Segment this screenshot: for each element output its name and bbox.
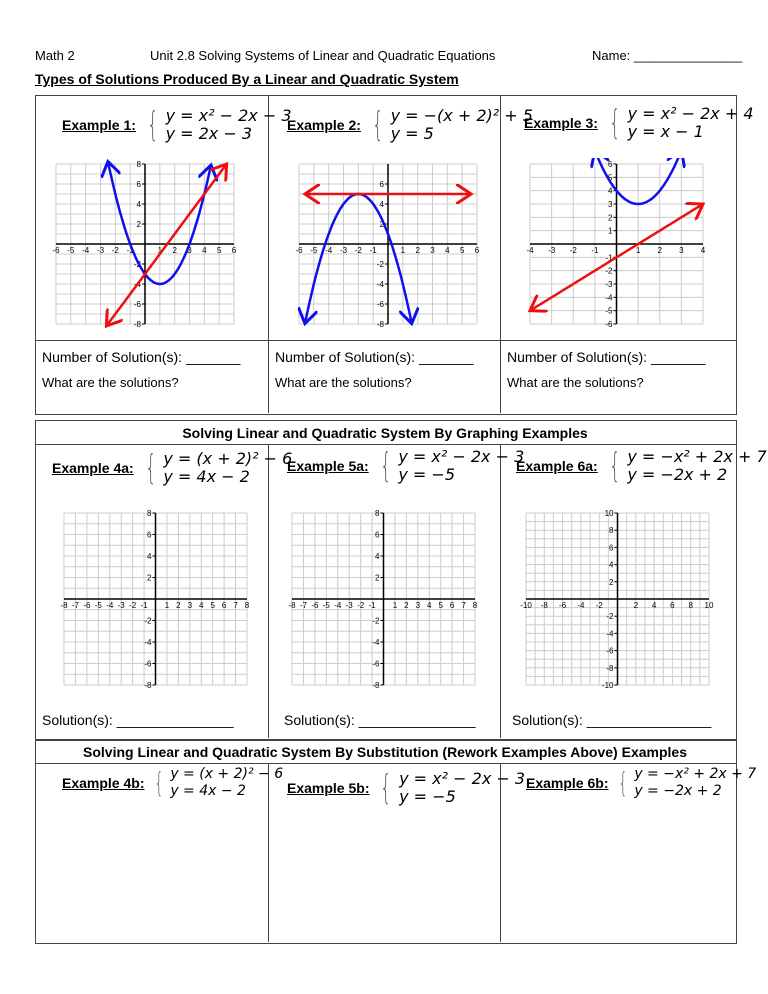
y-tick-label: -4 bbox=[605, 293, 613, 303]
equation: y = −(x + 2)² + 5 bbox=[390, 105, 533, 125]
x-tick-label: -2 bbox=[569, 246, 577, 255]
x-tick-label: 8 bbox=[244, 601, 250, 610]
y-tick-label: -2 bbox=[606, 612, 614, 622]
x-tick-label: -5 bbox=[322, 601, 330, 610]
x-tick-label: 8 bbox=[472, 601, 478, 610]
y-tick-label: -8 bbox=[606, 663, 614, 673]
x-tick-label: -10 bbox=[520, 601, 532, 610]
equation: y = x² − 2x + 4 bbox=[627, 103, 754, 123]
y-tick-label: -2 bbox=[133, 260, 141, 269]
solution-field-5a[interactable]: Solution(s): _______________ bbox=[284, 712, 476, 728]
x-tick-label: 3 bbox=[415, 601, 421, 610]
y-tick-label: -3 bbox=[605, 280, 613, 289]
example-5b: Example 5b: { y = x² − 2x − 3 y = −5 bbox=[287, 768, 526, 808]
y-tick-label: 4 bbox=[375, 552, 380, 561]
equation: y = x² − 2x − 3 bbox=[399, 768, 526, 788]
x-tick-label: -8 bbox=[60, 601, 68, 610]
x-tick-label: -6 bbox=[83, 601, 91, 610]
course-label: Math 2 bbox=[35, 48, 75, 63]
y-tick-label: 4 bbox=[609, 560, 614, 570]
x-tick-label: -3 bbox=[96, 246, 105, 255]
x-tick-label: -3 bbox=[548, 246, 556, 255]
x-tick-label: -3 bbox=[345, 601, 353, 610]
y-tick-label: -6 bbox=[376, 300, 384, 309]
y-tick-label: -1 bbox=[605, 253, 613, 263]
y-tick-label: -2 bbox=[376, 260, 384, 269]
equation: y = 4x − 2 bbox=[170, 782, 246, 799]
x-tick-label: -8 bbox=[288, 601, 296, 610]
section2-title: Solving Linear and Quadratic System By Graphing Examples bbox=[182, 425, 588, 441]
y-tick-label: 6 bbox=[608, 160, 613, 169]
example-6b: Example 6b: { y = −x² + 2x + 7 y = −2x + 2 bbox=[526, 766, 757, 799]
example-label: Example 4b: bbox=[62, 774, 145, 791]
y-tick-label: -2 bbox=[372, 616, 380, 626]
x-tick-label: -1 bbox=[126, 246, 134, 255]
y-tick-label: -4 bbox=[144, 638, 152, 647]
x-tick-label: 6 bbox=[221, 601, 227, 610]
graph-example-6a[interactable] bbox=[520, 507, 715, 691]
number-of-solutions-1[interactable]: Number of Solution(s): _______ bbox=[42, 349, 241, 365]
solutions-prompt-2: What are the solutions? bbox=[275, 375, 412, 390]
y-tick-label: 6 bbox=[609, 543, 614, 553]
y-tick-label: -4 bbox=[376, 280, 384, 289]
equation: y = 5 bbox=[390, 124, 434, 143]
x-tick-label: 5 bbox=[438, 601, 443, 610]
y-tick-label: -8 bbox=[376, 320, 384, 329]
section3-title: Solving Linear and Quadratic System By Substitution (Rework Examples Above) Examples bbox=[83, 744, 687, 760]
solution-field-6a[interactable]: Solution(s): ________________ bbox=[512, 712, 712, 728]
y-tick-label: 6 bbox=[379, 180, 384, 189]
equation: y = 4x − 2 bbox=[163, 467, 250, 486]
equation: y = x² − 2x − 3 bbox=[398, 446, 525, 466]
x-tick-label: -2 bbox=[357, 601, 365, 610]
example-label: Example 6a: bbox=[516, 458, 598, 474]
example-label: Example 6b: bbox=[526, 774, 609, 791]
x-tick-label: 8 bbox=[688, 601, 693, 610]
x-tick-label: -4 bbox=[325, 246, 333, 255]
x-tick-label: -1 bbox=[369, 246, 377, 255]
x-tick-label: -2 bbox=[111, 246, 119, 255]
x-tick-label: -2 bbox=[595, 601, 603, 610]
number-of-solutions-2[interactable]: Number of Solution(s): _______ bbox=[275, 349, 474, 365]
x-tick-label: -3 bbox=[117, 601, 125, 610]
equation: y = −5 bbox=[398, 465, 455, 484]
number-of-solutions-3[interactable]: Number of Solution(s): _______ bbox=[507, 349, 706, 365]
equation: y = (x + 2)² − 6 bbox=[163, 448, 293, 468]
example-6a: Example 6a: { y = −x² + 2x + 7 y = −2x + 2 bbox=[516, 446, 767, 486]
example-4a: Example 4a: { y = (x + 2)² − 6 y = 4x − 2 bbox=[52, 448, 293, 488]
graph-example-3 bbox=[524, 158, 709, 330]
name-field[interactable]: Name: _______________ bbox=[592, 48, 743, 63]
x-tick-label: 4 bbox=[651, 601, 657, 610]
y-tick-label: 8 bbox=[136, 160, 141, 169]
x-tick-label: -2 bbox=[129, 601, 137, 610]
y-tick-label: -6 bbox=[605, 320, 613, 329]
y-tick-label: -4 bbox=[372, 638, 380, 647]
x-tick-label: 6 bbox=[474, 246, 480, 255]
y-tick-label: 2 bbox=[147, 573, 152, 583]
x-tick-label: 2 bbox=[172, 246, 177, 255]
x-tick-label: 3 bbox=[430, 246, 435, 255]
x-tick-label: 4 bbox=[202, 246, 207, 255]
x-tick-label: 4 bbox=[427, 601, 432, 610]
y-tick-label: 6 bbox=[136, 180, 141, 189]
x-tick-label: 5 bbox=[459, 246, 465, 255]
y-tick-label: 4 bbox=[147, 552, 152, 561]
y-tick-label: -4 bbox=[133, 280, 141, 289]
y-tick-label: 1 bbox=[608, 226, 613, 236]
graph-example-2 bbox=[293, 158, 483, 330]
y-tick-label: 2 bbox=[379, 220, 384, 229]
example-2: Example 2: { y = −(x + 2)² + 5 y = 5 bbox=[287, 105, 533, 145]
equation: y = −x² + 2x + 7 bbox=[627, 446, 767, 466]
y-tick-label: -2 bbox=[144, 616, 152, 626]
y-tick-label: -8 bbox=[144, 681, 152, 690]
graph-example-5a[interactable] bbox=[286, 507, 481, 691]
equation: y = (x + 2)² − 6 bbox=[170, 766, 284, 783]
x-tick-label: -8 bbox=[540, 601, 548, 610]
x-tick-label: 1 bbox=[392, 601, 398, 610]
equation: y = x² − 2x − 3 bbox=[165, 105, 292, 125]
y-tick-label: 4 bbox=[136, 200, 141, 209]
y-tick-label: -5 bbox=[605, 306, 613, 316]
x-tick-label: -5 bbox=[310, 246, 318, 255]
y-tick-label: -6 bbox=[144, 659, 152, 669]
x-tick-label: -6 bbox=[295, 246, 303, 255]
x-tick-label: -6 bbox=[52, 246, 60, 255]
y-tick-label: -4 bbox=[606, 629, 614, 639]
x-tick-label: 10 bbox=[704, 601, 714, 610]
y-tick-label: 2 bbox=[375, 573, 380, 583]
x-tick-label: 3 bbox=[187, 246, 192, 255]
example-label: Example 5a: bbox=[287, 458, 369, 474]
equation: y = x − 1 bbox=[627, 122, 704, 141]
unit-title: Unit 2.8 Solving Systems of Linear and Quadratic Equations bbox=[150, 48, 496, 63]
y-tick-label: 10 bbox=[604, 509, 614, 518]
example-label: Example 5b: bbox=[287, 780, 370, 796]
x-tick-label: 1 bbox=[164, 601, 170, 610]
y-tick-label: 8 bbox=[609, 526, 614, 536]
x-tick-label: -7 bbox=[299, 601, 307, 610]
y-tick-label: 6 bbox=[375, 530, 380, 540]
x-tick-label: 6 bbox=[670, 601, 675, 610]
example-label: Example 2: bbox=[287, 117, 361, 133]
y-tick-label: -8 bbox=[133, 320, 141, 329]
x-tick-label: -5 bbox=[94, 601, 102, 610]
example-1: Example 1: { y = x² − 2x − 3 y = 2x − 3 bbox=[62, 105, 292, 145]
example-label: Example 1: bbox=[62, 117, 136, 133]
x-tick-label: -4 bbox=[577, 601, 585, 610]
x-tick-label: 1 bbox=[157, 246, 163, 255]
x-tick-label: 4 bbox=[700, 246, 706, 255]
x-tick-label: 6 bbox=[449, 601, 455, 610]
y-tick-label: 2 bbox=[609, 577, 614, 587]
line-graph bbox=[106, 164, 226, 326]
x-tick-label: -6 bbox=[559, 601, 567, 610]
solutions-prompt-1: What are the solutions? bbox=[42, 375, 179, 390]
y-tick-label: -6 bbox=[606, 646, 614, 656]
x-tick-label: 1 bbox=[635, 246, 641, 255]
x-tick-label: 7 bbox=[233, 601, 238, 610]
y-tick-label: 4 bbox=[379, 200, 384, 209]
x-tick-label: -4 bbox=[106, 601, 114, 610]
y-tick-label: 3 bbox=[608, 200, 613, 209]
y-tick-label: -6 bbox=[133, 300, 141, 309]
x-tick-label: -4 bbox=[526, 246, 534, 255]
y-tick-label: 8 bbox=[375, 509, 380, 518]
example-label: Example 4a: bbox=[52, 460, 134, 476]
x-tick-label: 3 bbox=[187, 601, 193, 610]
y-tick-label: 6 bbox=[147, 530, 152, 540]
x-tick-label: -7 bbox=[71, 601, 79, 610]
equation: y = −2x + 2 bbox=[627, 465, 728, 484]
example-5a: Example 5a: { y = x² − 2x − 3 y = −5 bbox=[287, 446, 525, 486]
y-tick-label: 5 bbox=[608, 173, 613, 183]
graph-example-4a[interactable] bbox=[58, 507, 253, 691]
x-tick-label: -5 bbox=[67, 246, 75, 255]
section1-title: Types of Solutions Produced By a Linear and Quadratic System bbox=[35, 71, 459, 87]
x-tick-label: -4 bbox=[82, 246, 90, 255]
x-tick-label: -4 bbox=[334, 601, 342, 610]
x-tick-label: 2 bbox=[404, 601, 409, 610]
y-tick-label: 2 bbox=[136, 220, 141, 229]
example-3: Example 3: { y = x² − 2x + 4 y = x − 1 bbox=[524, 103, 754, 143]
x-tick-label: -6 bbox=[311, 601, 319, 610]
x-tick-label: 2 bbox=[633, 601, 639, 610]
equation: y = −5 bbox=[399, 787, 456, 806]
equation: y = −x² + 2x + 7 bbox=[634, 766, 757, 783]
x-tick-label: 5 bbox=[216, 246, 222, 255]
equation: y = −2x + 2 bbox=[634, 782, 722, 799]
x-tick-label: -1 bbox=[591, 246, 599, 255]
x-tick-label: -1 bbox=[368, 601, 376, 610]
x-tick-label: -3 bbox=[339, 246, 348, 255]
x-tick-label: 7 bbox=[461, 601, 466, 610]
x-tick-label: -1 bbox=[140, 601, 148, 610]
x-tick-label: 3 bbox=[679, 246, 684, 255]
graph-example-1 bbox=[50, 158, 240, 330]
example-label: Example 3: bbox=[524, 115, 598, 131]
solution-field-4a[interactable]: Solution(s): _______________ bbox=[42, 712, 234, 728]
x-tick-label: 2 bbox=[415, 246, 420, 255]
y-tick-label: -2 bbox=[605, 266, 613, 276]
y-tick-label: -8 bbox=[372, 681, 380, 690]
x-tick-label: 4 bbox=[445, 246, 450, 255]
x-tick-label: 2 bbox=[657, 246, 662, 255]
x-tick-label: 4 bbox=[199, 601, 204, 610]
y-tick-label: -6 bbox=[372, 659, 380, 669]
example-4b: Example 4b: { y = (x + 2)² − 6 y = 4x − 2 bbox=[62, 766, 284, 799]
y-tick-label: 2 bbox=[608, 213, 613, 223]
equation: y = 2x − 3 bbox=[165, 124, 253, 143]
y-tick-label: 8 bbox=[147, 509, 152, 518]
y-tick-label: -10 bbox=[601, 681, 614, 690]
x-tick-label: 1 bbox=[400, 246, 406, 255]
x-tick-label: -2 bbox=[354, 246, 362, 255]
x-tick-label: 6 bbox=[231, 246, 237, 255]
x-tick-label: 2 bbox=[176, 601, 181, 610]
solutions-prompt-3: What are the solutions? bbox=[507, 375, 644, 390]
y-tick-label: 4 bbox=[608, 186, 613, 196]
x-tick-label: 5 bbox=[210, 601, 215, 610]
